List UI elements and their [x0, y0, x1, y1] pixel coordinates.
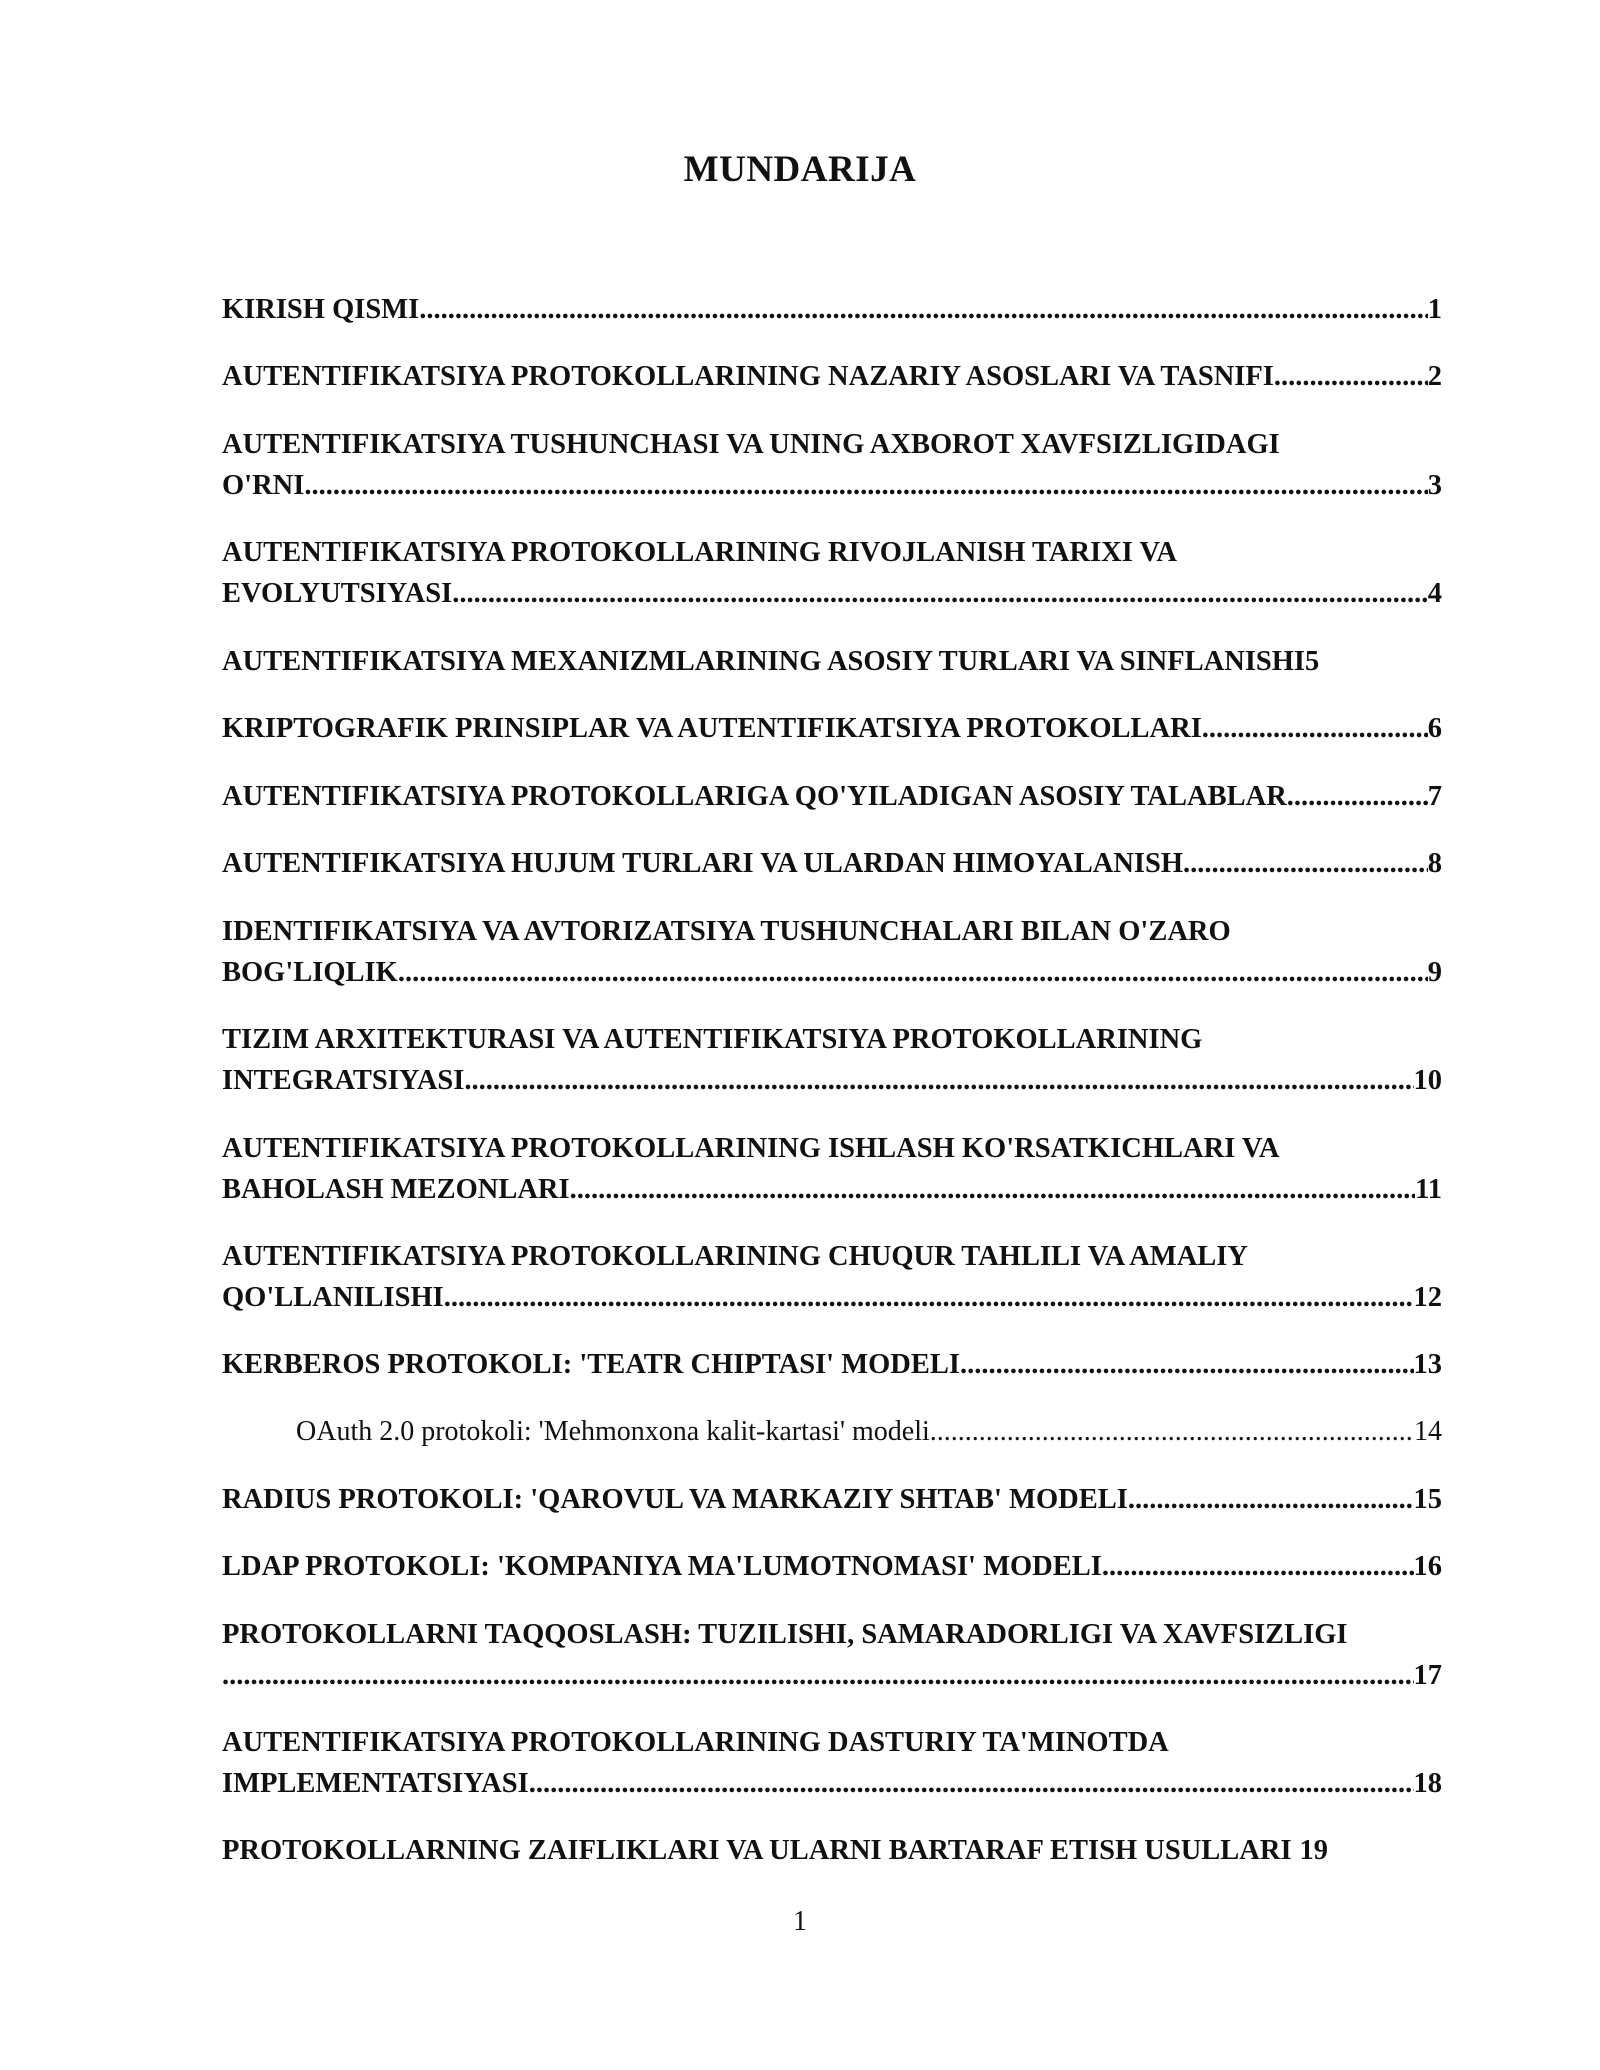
toc-entry-row	[296, 1412, 1442, 1452]
toc-entry-title-line1: AUTENTIFIKATSIYA TUSHUNCHASI VA UNING AXBOROT XAVFSIZLIGIDAGI	[222, 429, 1280, 460]
toc-page-number: 5	[1305, 646, 1320, 677]
toc-entry-title: RADIUS PROTOKOLI: 'QAROVUL VA MARKAZIY SHTAB' MODELI	[222, 1484, 1128, 1515]
toc-entry-title-line2: EVOLYUTSIYASI	[222, 578, 453, 609]
toc-entry-row	[222, 1480, 1442, 1520]
toc-dot-leader	[570, 1170, 1415, 1210]
toc-page-number: 4	[1427, 578, 1442, 609]
toc-dot-leader	[398, 953, 1428, 993]
toc-dot-leader	[1183, 844, 1428, 884]
toc-page-number: 14	[1414, 1416, 1442, 1447]
toc-dot-leader	[419, 290, 1428, 330]
toc-entry-row	[222, 709, 1442, 749]
toc-entry-title: LDAP PROTOKOLI: 'KOMPANIYA MA'LUMOTNOMASI' MODELI	[222, 1551, 1102, 1582]
toc-entry-title: AUTENTIFIKATSIYA PROTOKOLLARINING NAZARIY ASOSLARI VA TASNIFI	[222, 361, 1274, 392]
toc-page-number: 17	[1413, 1660, 1442, 1691]
toc-entry-row	[222, 466, 1442, 506]
toc-entry-row	[222, 777, 1442, 817]
toc-entry-row	[222, 357, 1442, 397]
toc-dot-leader	[444, 1278, 1414, 1318]
toc-page-number: 3	[1427, 470, 1442, 501]
toc-entry-title: KRIPTOGRAFIK PRINSIPLAR VA AUTENTIFIKATSIYA PROTOKOLLARI	[222, 713, 1202, 744]
page-number: 1	[793, 1906, 807, 1937]
toc-entry-title-line1: IDENTIFIKATSIYA VA AVTORIZATSIYA TUSHUNCHALARI BILAN O'ZARO	[222, 916, 1231, 947]
toc-dot-leader	[1294, 777, 1428, 817]
toc-entry-row	[222, 1170, 1442, 1210]
toc-entry-title: OAuth 2.0 protokoli: 'Mehmonxona kalit-kartasi' modeli	[296, 1416, 930, 1447]
toc-entry-title-line2: BAHOLASH MEZONLARI	[222, 1174, 570, 1205]
toc-entry-row	[222, 642, 1442, 682]
toc-entry-row	[222, 1345, 1442, 1385]
toc-entry-title-line1: AUTENTIFIKATSIYA PROTOKOLLARINING DASTURIY TA'MINOTDA	[222, 1727, 1169, 1758]
toc-page-number: 8	[1427, 848, 1442, 879]
toc-entry-row	[222, 574, 1442, 614]
toc-dot-leader	[1202, 709, 1428, 749]
toc-entry-row	[222, 953, 1442, 993]
toc-entry-title-line1: AUTENTIFIKATSIYA PROTOKOLLARINING ISHLASH KO'RSATKICHLARI VA	[222, 1133, 1280, 1164]
toc-page-number: 18	[1413, 1768, 1442, 1799]
toc-page-number: 11	[1415, 1174, 1442, 1205]
toc-dot-leader	[960, 1345, 1414, 1385]
toc-page-number: 1	[1427, 294, 1442, 325]
toc-entry-title: KIRISH QISMI	[222, 294, 420, 325]
page-title: MUNDARIJA	[683, 149, 917, 190]
toc-page-number: 19	[1299, 1835, 1329, 1866]
toc-entry-title-line1: AUTENTIFIKATSIYA PROTOKOLLARINING RIVOJLANISH TARIXI VA	[222, 537, 1177, 568]
toc-page-number: 6	[1427, 713, 1442, 744]
toc-entry-row	[222, 1278, 1442, 1318]
toc-dot-leader	[1128, 1480, 1414, 1520]
toc-dot-leader	[222, 1656, 1414, 1696]
toc-dot-leader	[930, 1412, 1414, 1452]
toc-entry-title: AUTENTIFIKATSIYA MEXANIZMLARINING ASOSIY TURLARI VA SINFLANISHI	[222, 646, 1306, 677]
toc-dot-leader	[452, 574, 1428, 614]
toc-entry-title-line2: QO'LLANILISHI	[222, 1282, 444, 1313]
toc-entry-row	[222, 1831, 1442, 1871]
toc-dot-leader	[304, 466, 1427, 506]
toc-entry-title-line1: PROTOKOLLARNI TAQQOSLASH: TUZILISHI, SAMARADORLIGI VA XAVFSIZLIGI	[222, 1619, 1348, 1650]
toc-entry-title: KERBEROS PROTOKOLI: 'TEATR CHIPTASI' MODELI	[222, 1349, 960, 1380]
toc-entry-title-line1: TIZIM ARXITEKTURASI VA AUTENTIFIKATSIYA PROTOKOLLARINING	[222, 1024, 1203, 1055]
toc-page-number: 10	[1413, 1065, 1442, 1096]
toc-entry-title: PROTOKOLLARNING ZAIFLIKLARI VA ULARNI BARTARAF ETISH USULLARI	[222, 1835, 1292, 1866]
toc-page-number: 9	[1427, 957, 1442, 988]
toc-entry-title-line2: INTEGRATSIYASI	[222, 1065, 465, 1096]
toc-page-number: 16	[1413, 1551, 1442, 1582]
toc-entry-title: AUTENTIFIKATSIYA PROTOKOLLARIGA QO'YILADIGAN ASOSIY TALABLAR.	[222, 781, 1294, 812]
toc-page-number: 2	[1427, 361, 1442, 392]
toc-page-number: 12	[1413, 1282, 1442, 1313]
toc-entry-title-line2: BOG'LIQLIK	[222, 957, 398, 988]
toc-dot-leader	[464, 1061, 1413, 1101]
toc-entry-row	[222, 1547, 1442, 1587]
toc-entry-row	[222, 1764, 1442, 1804]
toc-entry-row	[222, 844, 1442, 884]
toc-entry-title-line1: AUTENTIFIKATSIYA PROTOKOLLARINING CHUQUR TAHLILI VA AMALIY	[222, 1241, 1248, 1272]
toc-entry-title: AUTENTIFIKATSIYA HUJUM TURLARI VA ULARDAN HIMOYALANISH	[222, 848, 1184, 879]
toc-page-number: 13	[1413, 1349, 1442, 1380]
toc-dot-leader	[529, 1764, 1414, 1804]
toc-entry-row	[222, 290, 1442, 330]
toc-dot-leader	[1102, 1547, 1414, 1587]
toc-page-number: 7	[1427, 781, 1442, 812]
toc-entry-row	[222, 1061, 1442, 1101]
toc-entry-title-line2: O'RNI	[222, 470, 305, 501]
toc-dot-leader	[1274, 357, 1428, 397]
toc-page-number: 15	[1413, 1484, 1442, 1515]
toc-entry-row	[222, 1656, 1442, 1696]
toc-entry-title-line2: IMPLEMENTATSIYASI	[222, 1768, 529, 1799]
